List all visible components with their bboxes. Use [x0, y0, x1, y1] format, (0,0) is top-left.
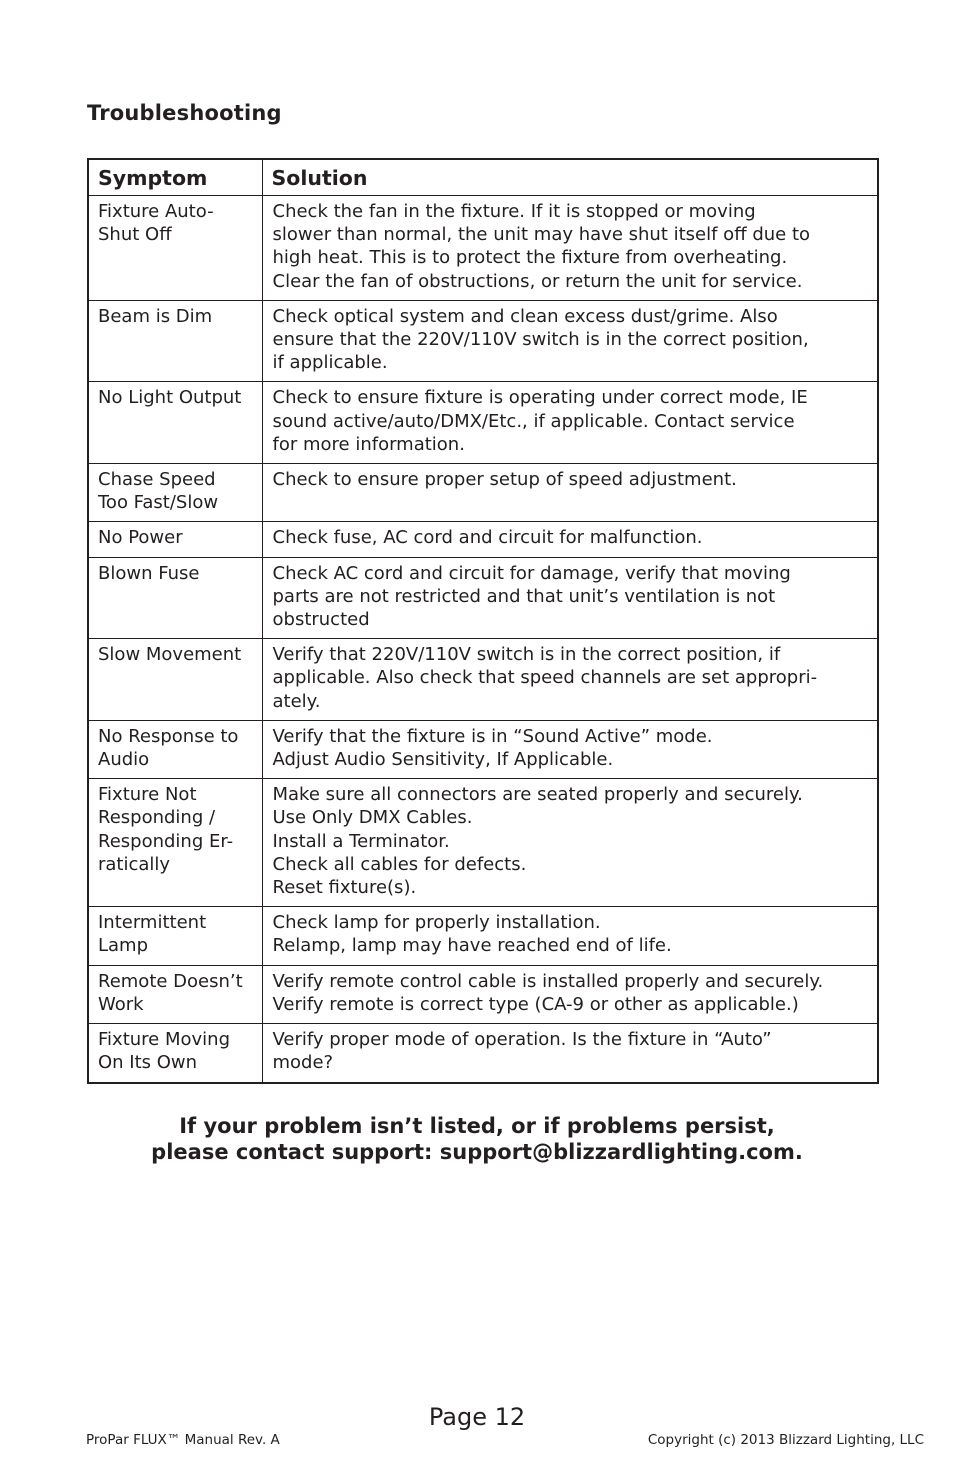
symptom-cell: No Response to Audio [88, 720, 262, 778]
table-row [88, 907, 878, 965]
solution-cell: Check fuse, AC cord and circuit for malfunction. [262, 522, 878, 557]
symptom-cell: No Power [88, 522, 262, 557]
solution-cell: Check to ensure proper setup of speed adjustment. [262, 464, 878, 522]
symptom-cell: Fixture Moving On Its Own [88, 1024, 262, 1083]
contact-line-2: please contact support: support@blizzardlighting.com. [151, 1140, 803, 1164]
solution-cell: Check the fan in the fixture. If it is stopped or moving slower than normal, the unit may have shut itself off due to high heat. This is to protect the fixture from overheating. Clear the fan of obstructions, or return the unit for service. [262, 196, 878, 301]
manual-revision: ProPar FLUX™ Manual Rev. A [86, 1432, 280, 1448]
solution-cell: Verify that the fixture is in “Sound Active” mode. Adjust Audio Sensitivity, If Applicable. [262, 720, 878, 778]
table-row [88, 464, 878, 522]
solution-column-header: Solution [262, 159, 878, 196]
symptom-cell: Fixture Auto- Shut Off [88, 196, 262, 301]
table-row [88, 1024, 878, 1083]
table-row [88, 300, 878, 382]
symptom-cell: Fixture Not Responding / Responding Er- ratically [88, 779, 262, 907]
symptom-column-header: Symptom [88, 159, 262, 196]
table-row [88, 522, 878, 557]
symptom-cell: Intermittent Lamp [88, 907, 262, 965]
table-header-row [88, 159, 878, 196]
solution-cell: Make sure all connectors are seated properly and securely. Use Only DMX Cables. Install a Terminator. Check all cables for defects. Reset fixture(s). [262, 779, 878, 907]
table-row [88, 720, 878, 778]
symptom-cell: Beam is Dim [88, 300, 262, 382]
symptom-cell: Chase Speed Too Fast/Slow [88, 464, 262, 522]
solution-cell: Check AC cord and circuit for damage, verify that moving parts are not restricted and that unit’s ventilation is not obstructed [262, 557, 878, 639]
table-row [88, 639, 878, 721]
troubleshooting-table [87, 158, 879, 1084]
table-row [88, 196, 878, 301]
solution-cell: Verify remote control cable is installed properly and securely. Verify remote is correct type (CA-9 or other as applicable.) [262, 965, 878, 1023]
contact-line-1: If your problem isn’t listed, or if problems persist, [179, 1114, 775, 1138]
support-contact-note [0, 1113, 954, 1165]
table-row [88, 382, 878, 464]
symptom-cell: Slow Movement [88, 639, 262, 721]
symptom-cell: Remote Doesn’t Work [88, 965, 262, 1023]
solution-cell: Verify that 220V/110V switch is in the correct position, if applicable. Also check that speed channels are set appropri- ately. [262, 639, 878, 721]
page-title: Troubleshooting [87, 101, 282, 125]
page-number: Page 12 [428, 1403, 526, 1431]
solution-cell: Verify proper mode of operation. Is the fixture in “Auto” mode? [262, 1024, 878, 1083]
solution-cell: Check lamp for properly installation. Relamp, lamp may have reached end of life. [262, 907, 878, 965]
symptom-cell: No Light Output [88, 382, 262, 464]
table-row [88, 557, 878, 639]
table-row [88, 779, 878, 907]
table-row [88, 965, 878, 1023]
symptom-cell: Blown Fuse [88, 557, 262, 639]
solution-cell: Check to ensure fixture is operating under correct mode, IE sound active/auto/DMX/Etc., if applicable. Contact service for more information. [262, 382, 878, 464]
solution-cell: Check optical system and clean excess dust/grime. Also ensure that the 220V/110V switch is in the correct position, if applicable. [262, 300, 878, 382]
copyright-notice: Copyright (c) 2013 Blizzard Lighting, LLC [647, 1432, 924, 1448]
